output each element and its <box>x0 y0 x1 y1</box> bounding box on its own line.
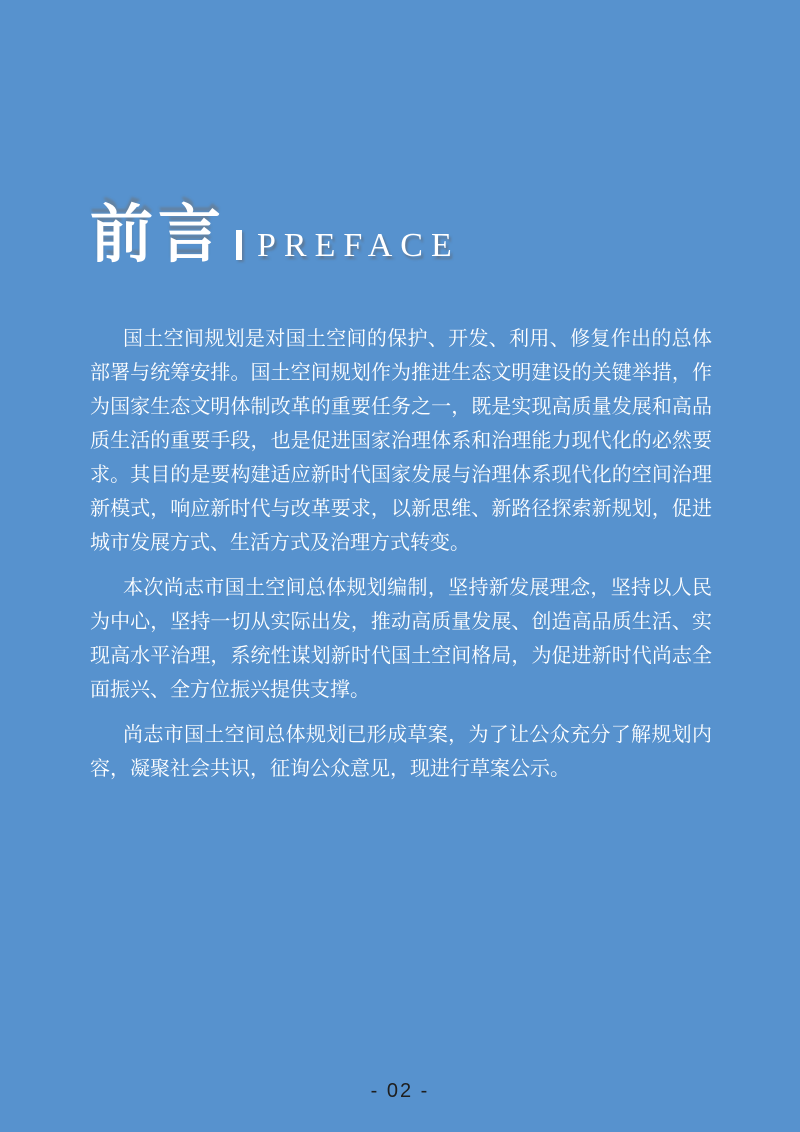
page-title-english: PREFACE <box>257 227 460 265</box>
page-number: - 02 - <box>370 1080 430 1102</box>
paragraph-1: 国土空间规划是对国土空间的保护、开发、利用、修复作出的总体部署与统筹安排。国土空间规划作为推进生态文明建设的关键举措，作为国家生态文明体制改革的重要任务之一，既是实现高质量发展和高品质生活的重要手段，也是促进国家治理体系和治理能力现代化的必然要求。其目的是要构建适应新时代国家发展与治理体系现代化的空间治理新模式，响应新时代与改革要求，以新思维、新路径探索新规划，促进城市发展方式、生活方式及治理方式转变。 <box>90 328 712 554</box>
page-footer <box>0 1080 800 1103</box>
paragraph-3: 尚志市国土空间总体规划已形成草案，为了让公众充分了解规划内容，凝聚社会共识，征询公众意见，现进行草案公示。 <box>90 724 712 780</box>
page-title-chinese: 前言 <box>90 200 226 270</box>
body-text <box>90 322 712 797</box>
page-title <box>90 200 460 270</box>
title-separator-bar <box>236 230 242 260</box>
paragraph-2: 本次尚志市国土空间总体规划编制，坚持新发展理念，坚持以人民为中心，坚持一切从实际出发，推动高质量发展、创造高品质生活、实现高水平治理，系统性谋划新时代国土空间格局，为促进新时代尚志全面振兴、全方位振兴提供支撑。 <box>90 577 712 701</box>
